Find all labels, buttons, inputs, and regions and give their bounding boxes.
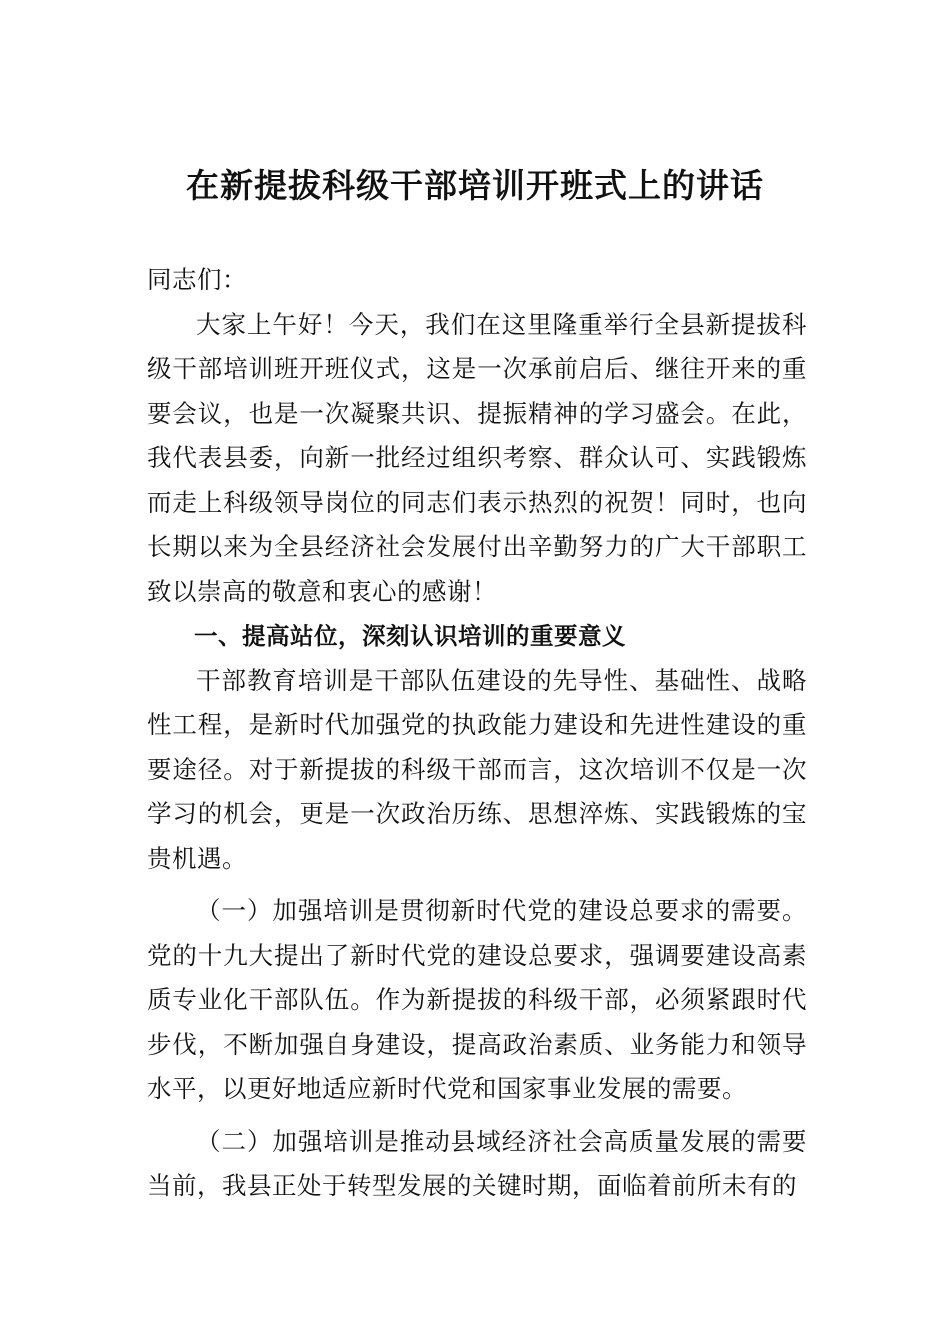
salutation: 同志们： [147,265,247,294]
paragraph-subsection-2: （二）加强培训是推动县域经济社会高质量发展的需要当前，我县正处于转型发展的关键时期，面临着前所未有的 [147,1126,807,1200]
paragraph-opening: 大家上午好！今天，我们在这里隆重举行全县新提拔科级干部培训班开班仪式，这是一次承前启后、继往开来的重要会议，也是一次凝聚共识、提振精神的学习盛会。在此，我代表县委，向新一批经过组织考察、群众认可、实践锻炼而走上科级领导岗位的同志们表示热烈的祝贺！同时，也向长期以来为全县经济社会发展付出辛勤努力的广大干部职工致以崇高的敬意和衷心的感谢！ [147,309,807,606]
document-title: 在新提拔科级干部培训开班式上的讲话 [186,166,764,205]
section-heading-1: 一、提高站位，深刻认识培训的重要意义 [194,622,626,650]
paragraph-subsection-1: （一）加强培训是贯彻新时代党的建设总要求的需要。党的十九大提出了新时代党的建设总要求，强调要建设高素质专业化干部队伍。作为新提拔的科级干部，必须紧跟时代步伐，不断加强自身建设，提高政治素质、业务能力和领导水平，以更好地适应新时代党和国家事业发展的需要。 [147,896,807,1103]
paragraph-section-1-intro: 干部教育培训是干部队伍建设的先导性、基础性、战略性工程，是新时代加强党的执政能力建设和先进性建设的重要途径。对于新提拔的科级干部而言，这次培训不仅是一次学习的机会，更是一次政治历练、思想淬炼、实践锻炼的宝贵机遇。 [147,665,807,873]
document-body [147,258,807,1209]
